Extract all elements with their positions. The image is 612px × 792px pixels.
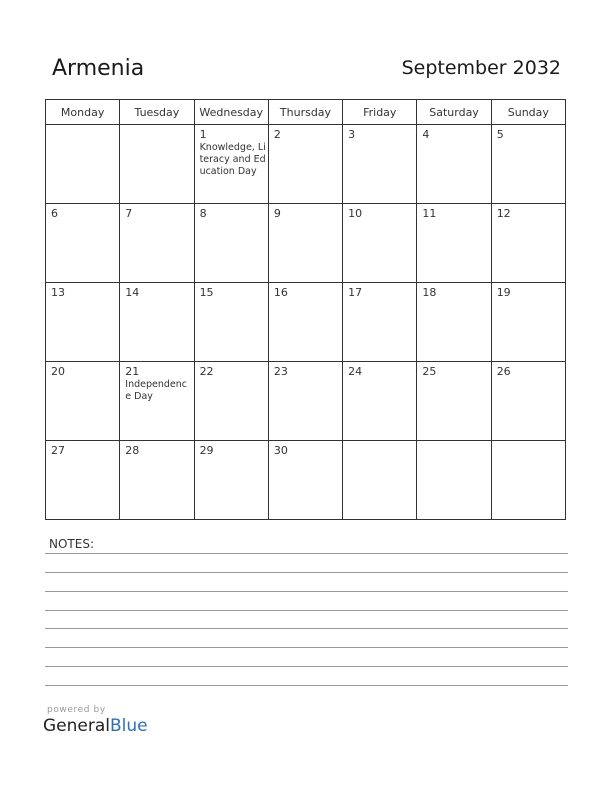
holiday-label bbox=[46, 378, 119, 379]
day-cell bbox=[343, 441, 417, 520]
holiday-label bbox=[269, 141, 342, 142]
day-number: 14 bbox=[125, 286, 140, 299]
day-number: 28 bbox=[125, 444, 140, 457]
powered-by-text: powered by bbox=[47, 705, 106, 715]
notes-line bbox=[45, 610, 568, 611]
notes-line bbox=[45, 685, 568, 686]
day-cell bbox=[46, 441, 120, 520]
generalblue-logo bbox=[43, 716, 148, 736]
holiday-label bbox=[120, 457, 193, 458]
day-cell bbox=[268, 441, 342, 520]
day-number: 13 bbox=[51, 286, 65, 299]
week-row bbox=[46, 441, 566, 520]
holiday-label bbox=[195, 378, 268, 379]
day-cell bbox=[268, 283, 342, 362]
day-number: 30 bbox=[273, 444, 288, 457]
day-number: 12 bbox=[496, 207, 511, 220]
day-cell bbox=[46, 362, 120, 441]
day-cell bbox=[268, 204, 342, 283]
day-cell bbox=[343, 204, 417, 283]
day-cell bbox=[343, 283, 417, 362]
brand-blue-text: Blue bbox=[110, 716, 148, 736]
day-cell bbox=[194, 283, 268, 362]
notes-line bbox=[45, 666, 568, 667]
holiday-label bbox=[120, 220, 193, 221]
day-cell bbox=[417, 441, 491, 520]
calendar-country-title: Armenia bbox=[52, 56, 145, 81]
holiday-label bbox=[46, 220, 119, 221]
day-cell bbox=[491, 204, 565, 283]
holiday-label bbox=[343, 220, 416, 221]
weekday-header-row bbox=[46, 100, 566, 125]
day-number: 7 bbox=[125, 207, 133, 220]
day-number: 27 bbox=[51, 444, 65, 457]
day-number: 2 bbox=[273, 128, 281, 141]
day-number: 25 bbox=[422, 365, 437, 378]
day-cell bbox=[194, 204, 268, 283]
day-cell bbox=[417, 362, 491, 441]
day-number: 26 bbox=[496, 365, 511, 378]
day-cell bbox=[120, 125, 194, 204]
day-number: 15 bbox=[199, 286, 214, 299]
holiday-label bbox=[343, 378, 416, 379]
day-cell bbox=[46, 204, 120, 283]
notes-line bbox=[45, 572, 568, 573]
day-cell bbox=[417, 283, 491, 362]
day-cell bbox=[343, 362, 417, 441]
day-number: 11 bbox=[422, 207, 437, 220]
holiday-label bbox=[417, 220, 490, 221]
day-number: 20 bbox=[51, 365, 65, 378]
weekday-header: Wednesday bbox=[194, 100, 268, 125]
holiday-label bbox=[269, 220, 342, 221]
weekday-header: Sunday bbox=[491, 100, 565, 125]
day-cell bbox=[194, 125, 268, 204]
day-cell bbox=[417, 204, 491, 283]
brand-general-text: General bbox=[43, 716, 110, 736]
holiday-label bbox=[417, 299, 490, 300]
notes-line bbox=[45, 591, 568, 592]
day-number: 6 bbox=[51, 207, 58, 220]
holiday-label: Knowledge, Literacy and Education Day bbox=[199, 142, 266, 177]
calendar-month-title: September 2032 bbox=[401, 57, 561, 79]
day-number: 3 bbox=[348, 128, 356, 141]
holiday-label bbox=[492, 299, 565, 300]
holiday-label bbox=[343, 299, 416, 300]
day-cell bbox=[268, 362, 342, 441]
holiday-label bbox=[269, 457, 342, 458]
weekday-header: Thursday bbox=[268, 100, 342, 125]
notes-line bbox=[45, 553, 568, 554]
holiday-label bbox=[492, 378, 565, 379]
day-number: 9 bbox=[273, 207, 281, 220]
holiday-label bbox=[269, 378, 342, 379]
day-cell bbox=[268, 125, 342, 204]
day-number: 10 bbox=[348, 207, 363, 220]
holiday-label bbox=[417, 444, 490, 445]
notes-line bbox=[45, 628, 568, 629]
day-number: 8 bbox=[199, 207, 207, 220]
holiday-label bbox=[195, 299, 268, 300]
day-number: 24 bbox=[348, 365, 363, 378]
week-row bbox=[46, 204, 566, 283]
holiday-label bbox=[343, 444, 416, 445]
holiday-label bbox=[417, 141, 490, 142]
weekday-header: Monday bbox=[46, 100, 120, 125]
weekday-header: Friday bbox=[343, 100, 417, 125]
calendar-grid bbox=[45, 99, 566, 520]
day-number: 4 bbox=[422, 128, 430, 141]
day-number: 21 bbox=[125, 365, 140, 378]
holiday-label bbox=[492, 141, 565, 142]
day-cell bbox=[194, 441, 268, 520]
day-cell bbox=[120, 441, 194, 520]
holiday-label bbox=[492, 220, 565, 221]
weekday-header: Saturday bbox=[417, 100, 491, 125]
notes-line bbox=[45, 647, 568, 648]
day-cell bbox=[491, 441, 565, 520]
holiday-label bbox=[195, 457, 268, 458]
holiday-label bbox=[120, 128, 193, 129]
holiday-label bbox=[269, 299, 342, 300]
weekday-header: Tuesday bbox=[120, 100, 194, 125]
day-number: 1 bbox=[199, 128, 207, 141]
day-cell bbox=[120, 283, 194, 362]
notes-label: NOTES: bbox=[49, 537, 94, 551]
day-cell bbox=[46, 283, 120, 362]
holiday-label bbox=[417, 378, 490, 379]
week-row bbox=[46, 283, 566, 362]
day-number: 5 bbox=[496, 128, 504, 141]
day-cell bbox=[46, 125, 120, 204]
day-number: 22 bbox=[199, 365, 214, 378]
day-cell bbox=[417, 125, 491, 204]
holiday-label bbox=[46, 299, 119, 300]
day-cell bbox=[491, 283, 565, 362]
holiday-label: Independence Day bbox=[125, 379, 187, 402]
day-cell bbox=[120, 204, 194, 283]
day-number: 23 bbox=[273, 365, 288, 378]
holiday-label bbox=[46, 457, 119, 458]
day-cell bbox=[491, 125, 565, 204]
holiday-label bbox=[120, 299, 193, 300]
holiday-label bbox=[195, 220, 268, 221]
day-number: 19 bbox=[496, 286, 511, 299]
holiday-label bbox=[343, 141, 416, 142]
day-number: 29 bbox=[199, 444, 214, 457]
day-cell bbox=[343, 125, 417, 204]
week-row bbox=[46, 125, 566, 204]
holiday-label bbox=[492, 444, 565, 445]
day-cell bbox=[491, 362, 565, 441]
week-row bbox=[46, 362, 566, 441]
day-cell bbox=[120, 362, 194, 441]
day-number: 17 bbox=[348, 286, 363, 299]
day-number: 16 bbox=[273, 286, 288, 299]
holiday-label bbox=[46, 128, 119, 129]
day-cell bbox=[194, 362, 268, 441]
day-number: 18 bbox=[422, 286, 437, 299]
